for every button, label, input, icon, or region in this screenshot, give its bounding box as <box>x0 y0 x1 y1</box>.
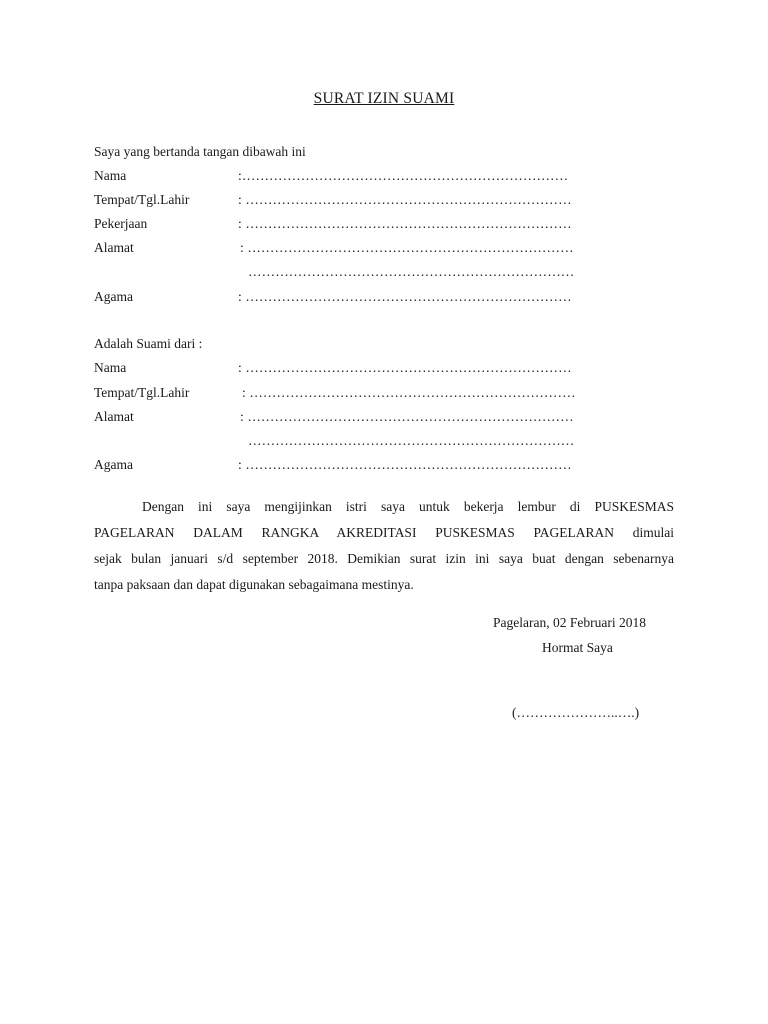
alamat-label: Alamat <box>94 240 134 255</box>
closing-text: Hormat Saya <box>542 640 613 655</box>
pekerjaan-value: : ……………………………………………………………… <box>238 216 572 231</box>
agama-label: Agama <box>94 289 133 304</box>
suami-alamat-value: : ……………………………………………………………… <box>240 409 574 424</box>
suami-nama-value: : ……………………………………………………………… <box>238 360 572 375</box>
intro-text: Saya yang bertanda tangan dibawah ini <box>94 144 306 159</box>
alamat-value-continued: ……………………………………………………………… <box>248 264 575 279</box>
suami-agama-label: Agama <box>94 457 133 472</box>
agama-value: : ……………………………………………………………… <box>238 289 572 304</box>
alamat-value: : ……………………………………………………………… <box>240 240 574 255</box>
body-paragraph <box>94 494 674 598</box>
suami-nama-label: Nama <box>94 360 127 375</box>
ttl-label: Tempat/Tgl.Lahir <box>94 192 190 207</box>
place-date: Pagelaran, 02 Februari 2018 <box>493 615 646 630</box>
suami-alamat-value-continued: ……………………………………………………………… <box>248 433 575 448</box>
body-line-1: Dengan ini saya mengijinkan istri saya untuk bekerja lembur di PUSKESMAS <box>142 499 674 514</box>
body-line-2: PAGELARAN DALAM RANGKA AKREDITASI PUSKESMAS PAGELARAN dimulai <box>94 525 674 540</box>
suami-agama-value: : ……………………………………………………………… <box>238 457 572 472</box>
nama-label: Nama <box>94 168 127 183</box>
suami-ttl-value: : ……………………………………………………………… <box>242 385 576 400</box>
body-line-3: sejak bulan januari s/d september 2018. Demikian surat izin ini saya buat dengan sebenarnya <box>94 551 674 566</box>
suami-ttl-label: Tempat/Tgl.Lahir <box>94 385 190 400</box>
ttl-value: : ……………………………………………………………… <box>238 192 572 207</box>
nama-value: :……………………………………………………………… <box>238 168 569 183</box>
document-title: SURAT IZIN SUAMI <box>313 90 455 107</box>
pekerjaan-label: Pekerjaan <box>94 216 148 231</box>
signature-name-blank: (…………………..….) <box>512 705 640 720</box>
body-line-4: tanpa paksaan dan dapat digunakan sebagaimana mestinya. <box>94 577 414 592</box>
section2-heading: Adalah Suami dari : <box>94 336 203 351</box>
suami-alamat-label: Alamat <box>94 409 134 424</box>
